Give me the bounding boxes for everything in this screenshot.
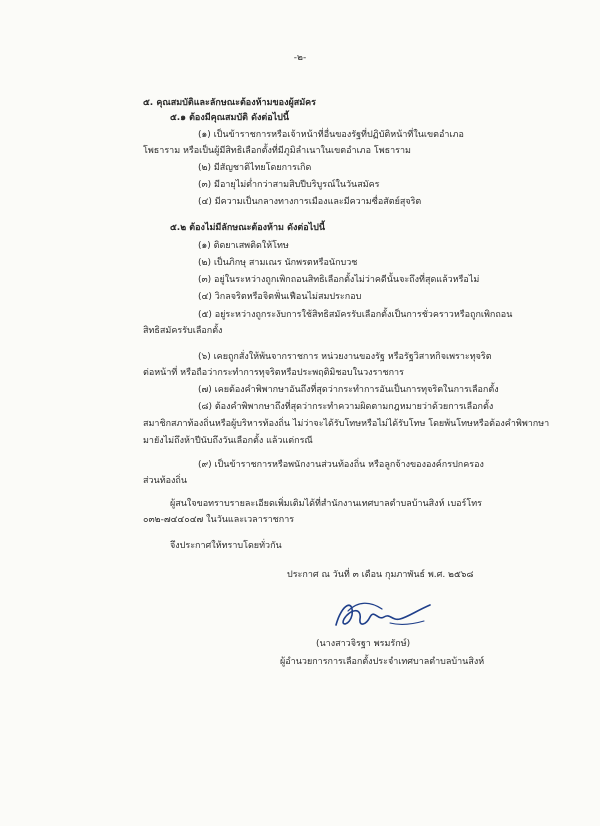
sub2-item-3: (๓) อยู่ในระหว่างถูกเพิกถอนสิทธิเลือกตั้งไม่ว่าคดีนั้นจะถึงที่สุดแล้วหรือไม่ [198, 275, 480, 285]
sub2-item-1: (๑) ติดยาเสพติดให้โทษ [198, 241, 289, 251]
sub1-item-3: (๓) มีอายุไม่ต่ำกว่าสามสิบปีบริบูรณ์ในวันสมัคร [198, 180, 380, 190]
section-heading: ๕. คุณสมบัติและลักษณะต้องห้ามของผู้สมัคร [143, 98, 317, 108]
sub2-item-8-line-3: มายังไม่ถึงห้าปีนับถึงวันเลือกตั้ง แล้วแต่กรณี [143, 436, 313, 446]
sub1-item-1-line-1: (๑) เป็นข้าราชการหรือเจ้าหน้าที่อื่นของรัฐที่ปฏิบัติหน้าที่ในเขตอำเภอ [198, 130, 464, 140]
sub2-item-6-line-1: (๖) เคยถูกสั่งให้พ้นจากราชการ หน่วยงานของรัฐ หรือรัฐวิสาหกิจเพราะทุจริต [198, 352, 492, 362]
announcement-date: ประกาศ ณ วันที่ ๓ เดือน กุมภาพันธ์ พ.ศ. ๒๕๖๘ [287, 570, 474, 580]
sub2-item-5-line-2: สิทธิสมัครรับเลือกตั้ง [143, 326, 223, 336]
sub1-item-1-line-2: โพธาราม หรือเป็นผู้มีสิทธิเลือกตั้งที่มีภูมิลำเนาในเขตอำเภอ โพธาราม [143, 146, 411, 156]
sub2-item-2: (๒) เป็นภิกษุ สามเณร นักพรตหรือนักบวช [198, 258, 358, 268]
subsection-2-heading: ๕.๒ ต้องไม่มีลักษณะต้องห้าม ดังต่อไปนี้ [170, 223, 325, 233]
signature-image [330, 595, 440, 633]
sub2-item-9-line-2: ส่วนท้องถิ่น [143, 476, 188, 486]
contact-line-1: ผู้สนใจขอทราบรายละเอียดเพิ่มเติมได้ที่สำนักงานเทศบาลตำบลบ้านสิงห์ เบอร์โทร [170, 499, 482, 509]
sub2-item-5-line-1: (๕) อยู่ระหว่างถูกระงับการใช้สิทธิสมัครรับเลือกตั้งเป็นการชั่วคราวหรือถูกเพิกถอน [198, 310, 513, 320]
sub2-item-9-line-1: (๙) เป็นข้าราชการหรือพนักงานส่วนท้องถิ่น หรือลูกจ้างขององค์กรปกครอง [198, 460, 484, 470]
sub2-item-4: (๔) วิกลจริตหรือจิตฟั่นเฟือนไม่สมประกอบ [198, 292, 362, 302]
page-number: -๒- [293, 53, 307, 63]
sub1-item-2: (๒) มีสัญชาติไทยโดยการเกิด [198, 163, 312, 173]
announcement-closing: จึงประกาศให้ทราบโดยทั่วกัน [170, 541, 282, 551]
sub2-item-6-line-2: ต่อหน้าที่ หรือถือว่ากระทำการทุจริตหรือประพฤติมิชอบในวงราชการ [143, 368, 404, 378]
sub2-item-7: (๗) เคยต้องคำพิพากษาอันถึงที่สุดว่ากระทำการอันเป็นการทุจริตในการเลือกตั้ง [198, 385, 499, 395]
sub2-item-8-line-1: (๘) ต้องคำพิพากษาถึงที่สุดว่ากระทำความผิดตามกฎหมายว่าด้วยการเลือกตั้ง [198, 402, 494, 412]
sub2-item-8-line-2: สมาชิกสภาท้องถิ่นหรือผู้บริหารท้องถิ่น ไม่ว่าจะได้รับโทษหรือไม่ได้รับโทษ โดยพ้นโทษหรือต้องคำพิพากษา [143, 419, 550, 429]
signer-name: (นางสาวจิรฐา พรมรักษ์) [316, 639, 411, 649]
subsection-1-heading: ๕.๑ ต้องมีคุณสมบัติ ดังต่อไปนี้ [170, 113, 290, 123]
signer-title: ผู้อำนวยการการเลือกตั้งประจำเทศบาลตำบลบ้านสิงห์ [280, 657, 485, 667]
contact-line-2: ๐๓๒-๗๔๔๐๔๗ ในวันและเวลาราชการ [143, 515, 295, 525]
sub1-item-4: (๔) มีความเป็นกลางทางการเมืองและมีความซื่อสัตย์สุจริต [198, 197, 422, 207]
